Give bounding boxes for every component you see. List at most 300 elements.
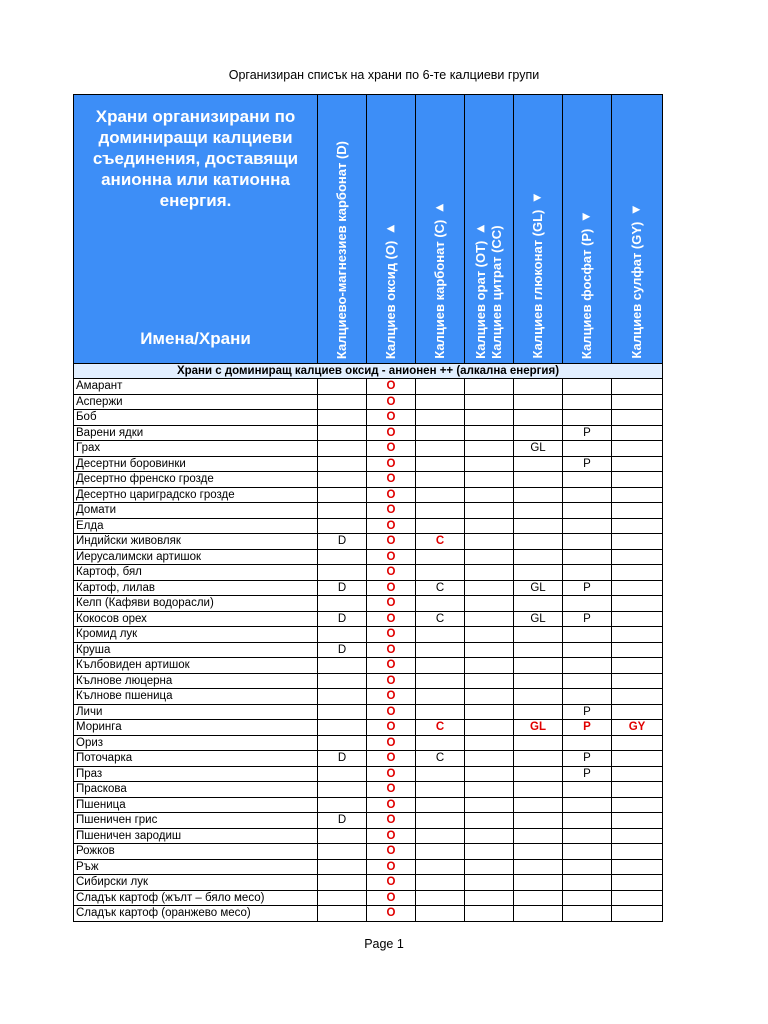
calcium-mark-cell: P (563, 456, 612, 472)
table-row (74, 875, 663, 891)
calcium-mark-cell (465, 441, 514, 457)
table-row (74, 580, 663, 596)
column-header-dolomite (318, 95, 367, 364)
table-row (74, 410, 663, 426)
calcium-mark-cell (514, 642, 563, 658)
calcium-mark-cell (416, 828, 465, 844)
calcium-mark-cell: O (367, 596, 416, 612)
calcium-mark-cell: C (416, 580, 465, 596)
calcium-mark-cell (612, 658, 663, 674)
food-name-cell: Десертни боровинки (74, 456, 318, 472)
calcium-mark-cell (563, 797, 612, 813)
calcium-mark-cell (612, 689, 663, 705)
calcium-mark-cell (416, 658, 465, 674)
calcium-mark-cell (465, 828, 514, 844)
calcium-mark-cell (465, 859, 514, 875)
calcium-mark-cell: C (416, 751, 465, 767)
calcium-mark-cell (612, 642, 663, 658)
calcium-mark-cell (416, 472, 465, 488)
calcium-mark-cell: O (367, 720, 416, 736)
calcium-mark-cell: O (367, 735, 416, 751)
calcium-mark-cell (318, 735, 367, 751)
calcium-mark-cell: O (367, 859, 416, 875)
calcium-mark-cell: O (367, 379, 416, 395)
calcium-mark-cell: GY (612, 720, 663, 736)
calcium-mark-cell (612, 487, 663, 503)
calcium-mark-cell (318, 875, 367, 891)
calcium-mark-cell (612, 425, 663, 441)
calcium-mark-cell (563, 410, 612, 426)
table-row (74, 456, 663, 472)
calcium-mark-cell (563, 844, 612, 860)
calcium-mark-cell (318, 766, 367, 782)
names-label: Имена/Храни (140, 329, 251, 348)
column-header-label: Калциев орат (OT) ► Калциев цитрат (CC) (473, 222, 504, 359)
calcium-mark-cell (563, 673, 612, 689)
calcium-mark-cell (612, 890, 663, 906)
calcium-mark-cell: O (367, 813, 416, 829)
calcium-mark-cell (416, 394, 465, 410)
calcium-mark-cell (465, 410, 514, 426)
food-name-cell: Индийски живовляк (74, 534, 318, 550)
calcium-mark-cell (416, 735, 465, 751)
calcium-mark-cell: O (367, 782, 416, 798)
calcium-mark-cell (416, 704, 465, 720)
calcium-mark-cell (318, 456, 367, 472)
calcium-mark-cell (514, 627, 563, 643)
table-row (74, 704, 663, 720)
calcium-mark-cell (563, 534, 612, 550)
calcium-mark-cell (514, 549, 563, 565)
food-name-cell: Пшеничен грис (74, 813, 318, 829)
calcium-mark-cell (612, 611, 663, 627)
calcium-mark-cell (318, 720, 367, 736)
section-row (74, 364, 663, 379)
calcium-mark-cell (514, 472, 563, 488)
calcium-mark-cell (612, 441, 663, 457)
calcium-mark-cell: GL (514, 611, 563, 627)
food-name-cell: Кълбовиден артишок (74, 658, 318, 674)
table-row (74, 906, 663, 922)
food-name-cell: Картоф, лилав (74, 580, 318, 596)
calcium-mark-cell: GL (514, 580, 563, 596)
calcium-mark-cell: O (367, 704, 416, 720)
calcium-mark-cell (416, 596, 465, 612)
food-name-cell: Праскова (74, 782, 318, 798)
calcium-mark-cell (465, 549, 514, 565)
table-row (74, 735, 663, 751)
calcium-mark-cell (563, 813, 612, 829)
calcium-mark-cell: O (367, 627, 416, 643)
calcium-mark-cell: O (367, 658, 416, 674)
calcium-mark-cell (514, 875, 563, 891)
column-header-label: Калциев фосфат (P) ◄ (579, 209, 594, 359)
calcium-mark-cell (318, 487, 367, 503)
calcium-mark-cell: O (367, 906, 416, 922)
calcium-mark-cell (465, 704, 514, 720)
calcium-mark-cell (514, 410, 563, 426)
calcium-mark-cell (465, 379, 514, 395)
table-row (74, 642, 663, 658)
calcium-mark-cell (465, 518, 514, 534)
calcium-mark-cell (416, 487, 465, 503)
column-header-label: Калциев сулфат (GY) ◄ (629, 203, 644, 359)
calcium-mark-cell (612, 751, 663, 767)
calcium-mark-cell (318, 859, 367, 875)
food-name-cell: Ориз (74, 735, 318, 751)
calcium-mark-cell (416, 627, 465, 643)
calcium-mark-cell (416, 456, 465, 472)
calcium-mark-cell: P (563, 720, 612, 736)
calcium-mark-cell (465, 534, 514, 550)
calcium-mark-cell (465, 487, 514, 503)
calcium-mark-cell (563, 875, 612, 891)
calcium-mark-cell (563, 472, 612, 488)
calcium-mark-cell (612, 704, 663, 720)
calcium-mark-cell (465, 580, 514, 596)
food-name-cell: Кълнове люцерна (74, 673, 318, 689)
table-row (74, 379, 663, 395)
calcium-mark-cell (318, 658, 367, 674)
food-name-cell: Иерусалимски артишок (74, 549, 318, 565)
calcium-mark-cell (563, 735, 612, 751)
header-row (74, 95, 663, 364)
column-header-carbonate (416, 95, 465, 364)
calcium-mark-cell (563, 565, 612, 581)
column-header-label: Калциево-магнезиев карбонат (D) (334, 140, 349, 359)
calcium-mark-cell (514, 906, 563, 922)
calcium-mark-cell (514, 813, 563, 829)
calcium-mark-cell (514, 425, 563, 441)
food-name-cell: Грах (74, 441, 318, 457)
calcium-mark-cell (465, 890, 514, 906)
calcium-mark-cell: O (367, 503, 416, 519)
calcium-mark-cell (318, 425, 367, 441)
food-name-cell: Варени ядки (74, 425, 318, 441)
table-row (74, 487, 663, 503)
table-row (74, 658, 663, 674)
calcium-mark-cell (612, 766, 663, 782)
calcium-mark-cell (514, 797, 563, 813)
calcium-mark-cell: O (367, 689, 416, 705)
food-name-cell: Десертно цариградско грозде (74, 487, 318, 503)
table-row (74, 441, 663, 457)
calcium-mark-cell (318, 782, 367, 798)
calcium-mark-cell (416, 782, 465, 798)
calcium-mark-cell: O (367, 441, 416, 457)
calcium-mark-cell (416, 642, 465, 658)
calcium-mark-cell (416, 673, 465, 689)
calcium-mark-cell (416, 859, 465, 875)
food-name-cell: Сибирски лук (74, 875, 318, 891)
calcium-mark-cell (563, 549, 612, 565)
calcium-mark-cell (318, 673, 367, 689)
calcium-mark-cell (612, 394, 663, 410)
table-row (74, 797, 663, 813)
column-header-orotate-citrate (465, 95, 514, 364)
calcium-mark-cell (318, 394, 367, 410)
calcium-mark-cell: C (416, 534, 465, 550)
calcium-mark-cell: O (367, 766, 416, 782)
table-row (74, 751, 663, 767)
calcium-mark-cell (612, 906, 663, 922)
calcium-mark-cell: D (318, 751, 367, 767)
calcium-mark-cell: O (367, 425, 416, 441)
calcium-mark-cell (465, 627, 514, 643)
table-row (74, 844, 663, 860)
column-header-label: Калциев карбонат (C) ► (432, 201, 447, 359)
calcium-mark-cell (465, 906, 514, 922)
calcium-mark-cell (563, 441, 612, 457)
calcium-mark-cell (612, 813, 663, 829)
calcium-mark-cell: D (318, 611, 367, 627)
calcium-mark-cell (465, 503, 514, 519)
page-number: Page 1 (364, 937, 404, 951)
calcium-mark-cell (514, 518, 563, 534)
calcium-mark-cell (612, 627, 663, 643)
calcium-mark-cell (318, 565, 367, 581)
calcium-mark-cell (416, 797, 465, 813)
calcium-mark-cell (514, 890, 563, 906)
calcium-mark-cell (612, 673, 663, 689)
calcium-mark-cell (465, 394, 514, 410)
calcium-mark-cell (416, 565, 465, 581)
table-row (74, 689, 663, 705)
calcium-mark-cell (318, 596, 367, 612)
calcium-mark-cell (465, 875, 514, 891)
calcium-mark-cell (563, 890, 612, 906)
calcium-mark-cell: C (416, 720, 465, 736)
calcium-mark-cell (563, 642, 612, 658)
calcium-mark-cell: D (318, 580, 367, 596)
section-title: Храни с доминиращ калциев оксид - анионен ++ (алкална енергия) (74, 364, 663, 379)
calcium-mark-cell (612, 379, 663, 395)
calcium-mark-cell (318, 472, 367, 488)
food-name-cell: Поточарка (74, 751, 318, 767)
calcium-mark-cell: P (563, 704, 612, 720)
calcium-mark-cell (563, 782, 612, 798)
food-name-cell: Десертно френско грозде (74, 472, 318, 488)
table-row (74, 549, 663, 565)
calcium-mark-cell: O (367, 580, 416, 596)
calcium-mark-cell (416, 766, 465, 782)
table-row (74, 518, 663, 534)
column-header-phosphate (563, 95, 612, 364)
food-name-cell: Аспержи (74, 394, 318, 410)
calcium-mark-cell (514, 394, 563, 410)
calcium-mark-cell: P (563, 580, 612, 596)
calcium-mark-cell (612, 844, 663, 860)
table-row (74, 627, 663, 643)
food-name-cell: Боб (74, 410, 318, 426)
calcium-mark-cell: D (318, 813, 367, 829)
calcium-mark-cell (612, 549, 663, 565)
calcium-mark-cell: O (367, 518, 416, 534)
table-row (74, 565, 663, 581)
table-body (74, 95, 663, 922)
calcium-mark-cell (465, 596, 514, 612)
food-name-cell: Кромид лук (74, 627, 318, 643)
calcium-mark-cell (465, 844, 514, 860)
calcium-mark-cell (465, 735, 514, 751)
food-name-cell: Пшеница (74, 797, 318, 813)
calcium-mark-cell (612, 797, 663, 813)
food-name-cell: Амарант (74, 379, 318, 395)
calcium-mark-cell (563, 627, 612, 643)
calcium-mark-cell (514, 503, 563, 519)
calcium-mark-cell (514, 735, 563, 751)
column-header-oxide (367, 95, 416, 364)
calcium-mark-cell: O (367, 410, 416, 426)
calcium-mark-cell (514, 782, 563, 798)
calcium-mark-cell (318, 549, 367, 565)
calcium-mark-cell (563, 658, 612, 674)
calcium-mark-cell: O (367, 875, 416, 891)
calcium-mark-cell: O (367, 844, 416, 860)
calcium-mark-cell (514, 828, 563, 844)
calcium-mark-cell (318, 890, 367, 906)
calcium-mark-cell (318, 797, 367, 813)
calcium-mark-cell (514, 844, 563, 860)
calcium-mark-cell (514, 456, 563, 472)
calcium-mark-cell: O (367, 549, 416, 565)
calcium-mark-cell (612, 782, 663, 798)
calcium-mark-cell (612, 534, 663, 550)
table-row (74, 472, 663, 488)
calcium-mark-cell: P (563, 766, 612, 782)
calcium-mark-cell: O (367, 611, 416, 627)
calcium-mark-cell (465, 797, 514, 813)
calcium-mark-cell (612, 410, 663, 426)
calcium-mark-cell (563, 689, 612, 705)
calcium-mark-cell (465, 472, 514, 488)
calcium-mark-cell (465, 813, 514, 829)
calcium-mark-cell (612, 735, 663, 751)
table-row (74, 720, 663, 736)
calcium-mark-cell (318, 844, 367, 860)
table-row (74, 503, 663, 519)
calcium-mark-cell (612, 565, 663, 581)
calcium-mark-cell (612, 472, 663, 488)
calcium-mark-cell (514, 658, 563, 674)
calcium-mark-cell (465, 766, 514, 782)
calcium-mark-cell (416, 689, 465, 705)
calcium-mark-cell (465, 611, 514, 627)
header-title: Храни организирани по доминиращи калциеви съединения, доставящи анионна или катионна енергия. (92, 107, 299, 210)
calcium-mark-cell (514, 766, 563, 782)
calcium-mark-cell (416, 503, 465, 519)
calcium-mark-cell (416, 813, 465, 829)
calcium-mark-cell (563, 487, 612, 503)
calcium-mark-cell (514, 751, 563, 767)
food-name-cell: Елда (74, 518, 318, 534)
calcium-mark-cell (416, 425, 465, 441)
calcium-mark-cell: O (367, 534, 416, 550)
calcium-mark-cell (416, 890, 465, 906)
table-row (74, 425, 663, 441)
calcium-mark-cell (318, 704, 367, 720)
table-row (74, 394, 663, 410)
food-name-cell: Сладък картоф (жълт – бяло месо) (74, 890, 318, 906)
calcium-mark-cell (514, 673, 563, 689)
column-header-label: Калциев глюконат (GL) ◄ (530, 191, 545, 359)
calcium-mark-cell (514, 596, 563, 612)
calcium-mark-cell (465, 456, 514, 472)
table-row (74, 813, 663, 829)
table-row (74, 611, 663, 627)
document-title: Организиран списък на храни по 6-те калциеви групи (228, 68, 540, 82)
food-name-cell: Ръж (74, 859, 318, 875)
column-header-sulfate (612, 95, 663, 364)
calcium-mark-cell: P (563, 425, 612, 441)
calcium-mark-cell (514, 565, 563, 581)
calcium-mark-cell (318, 410, 367, 426)
calcium-mark-cell (465, 673, 514, 689)
calcium-mark-cell (612, 859, 663, 875)
food-name-cell: Сладък картоф (оранжево месо) (74, 906, 318, 922)
food-name-cell: Кокосов орех (74, 611, 318, 627)
calcium-mark-cell (416, 518, 465, 534)
calcium-mark-cell (514, 487, 563, 503)
calcium-mark-cell (465, 689, 514, 705)
calcium-mark-cell (416, 410, 465, 426)
table-row (74, 859, 663, 875)
food-name-cell: Личи (74, 704, 318, 720)
calcium-mark-cell (563, 828, 612, 844)
calcium-mark-cell (318, 828, 367, 844)
calcium-mark-cell (563, 859, 612, 875)
calcium-mark-cell (465, 642, 514, 658)
calcium-mark-cell (514, 379, 563, 395)
calcium-mark-cell (465, 658, 514, 674)
food-name-cell: Моринга (74, 720, 318, 736)
calcium-mark-cell: P (563, 611, 612, 627)
calcium-mark-cell (612, 503, 663, 519)
food-name-cell: Пшеничен зародиш (74, 828, 318, 844)
calcium-mark-cell (612, 596, 663, 612)
calcium-mark-cell (514, 704, 563, 720)
calcium-mark-cell: O (367, 828, 416, 844)
calcium-mark-cell (465, 565, 514, 581)
table-row (74, 673, 663, 689)
calcium-mark-cell (612, 580, 663, 596)
calcium-mark-cell (465, 782, 514, 798)
calcium-mark-cell: O (367, 456, 416, 472)
calcium-mark-cell (318, 503, 367, 519)
calcium-mark-cell: D (318, 534, 367, 550)
food-name-cell: Круша (74, 642, 318, 658)
calcium-mark-cell (514, 859, 563, 875)
calcium-mark-cell: O (367, 890, 416, 906)
calcium-mark-cell: O (367, 751, 416, 767)
calcium-mark-cell (416, 875, 465, 891)
calcium-mark-cell: D (318, 642, 367, 658)
calcium-mark-cell (465, 720, 514, 736)
calcium-mark-cell: O (367, 642, 416, 658)
calcium-mark-cell (514, 689, 563, 705)
calcium-mark-cell: C (416, 611, 465, 627)
calcium-mark-cell (416, 379, 465, 395)
calcium-mark-cell: O (367, 487, 416, 503)
calcium-mark-cell (612, 518, 663, 534)
calcium-mark-cell (563, 906, 612, 922)
table-row (74, 766, 663, 782)
food-name-cell: Рожков (74, 844, 318, 860)
table-row (74, 828, 663, 844)
table-row (74, 782, 663, 798)
food-name-cell: Кълнове пшеница (74, 689, 318, 705)
calcium-mark-cell (612, 828, 663, 844)
